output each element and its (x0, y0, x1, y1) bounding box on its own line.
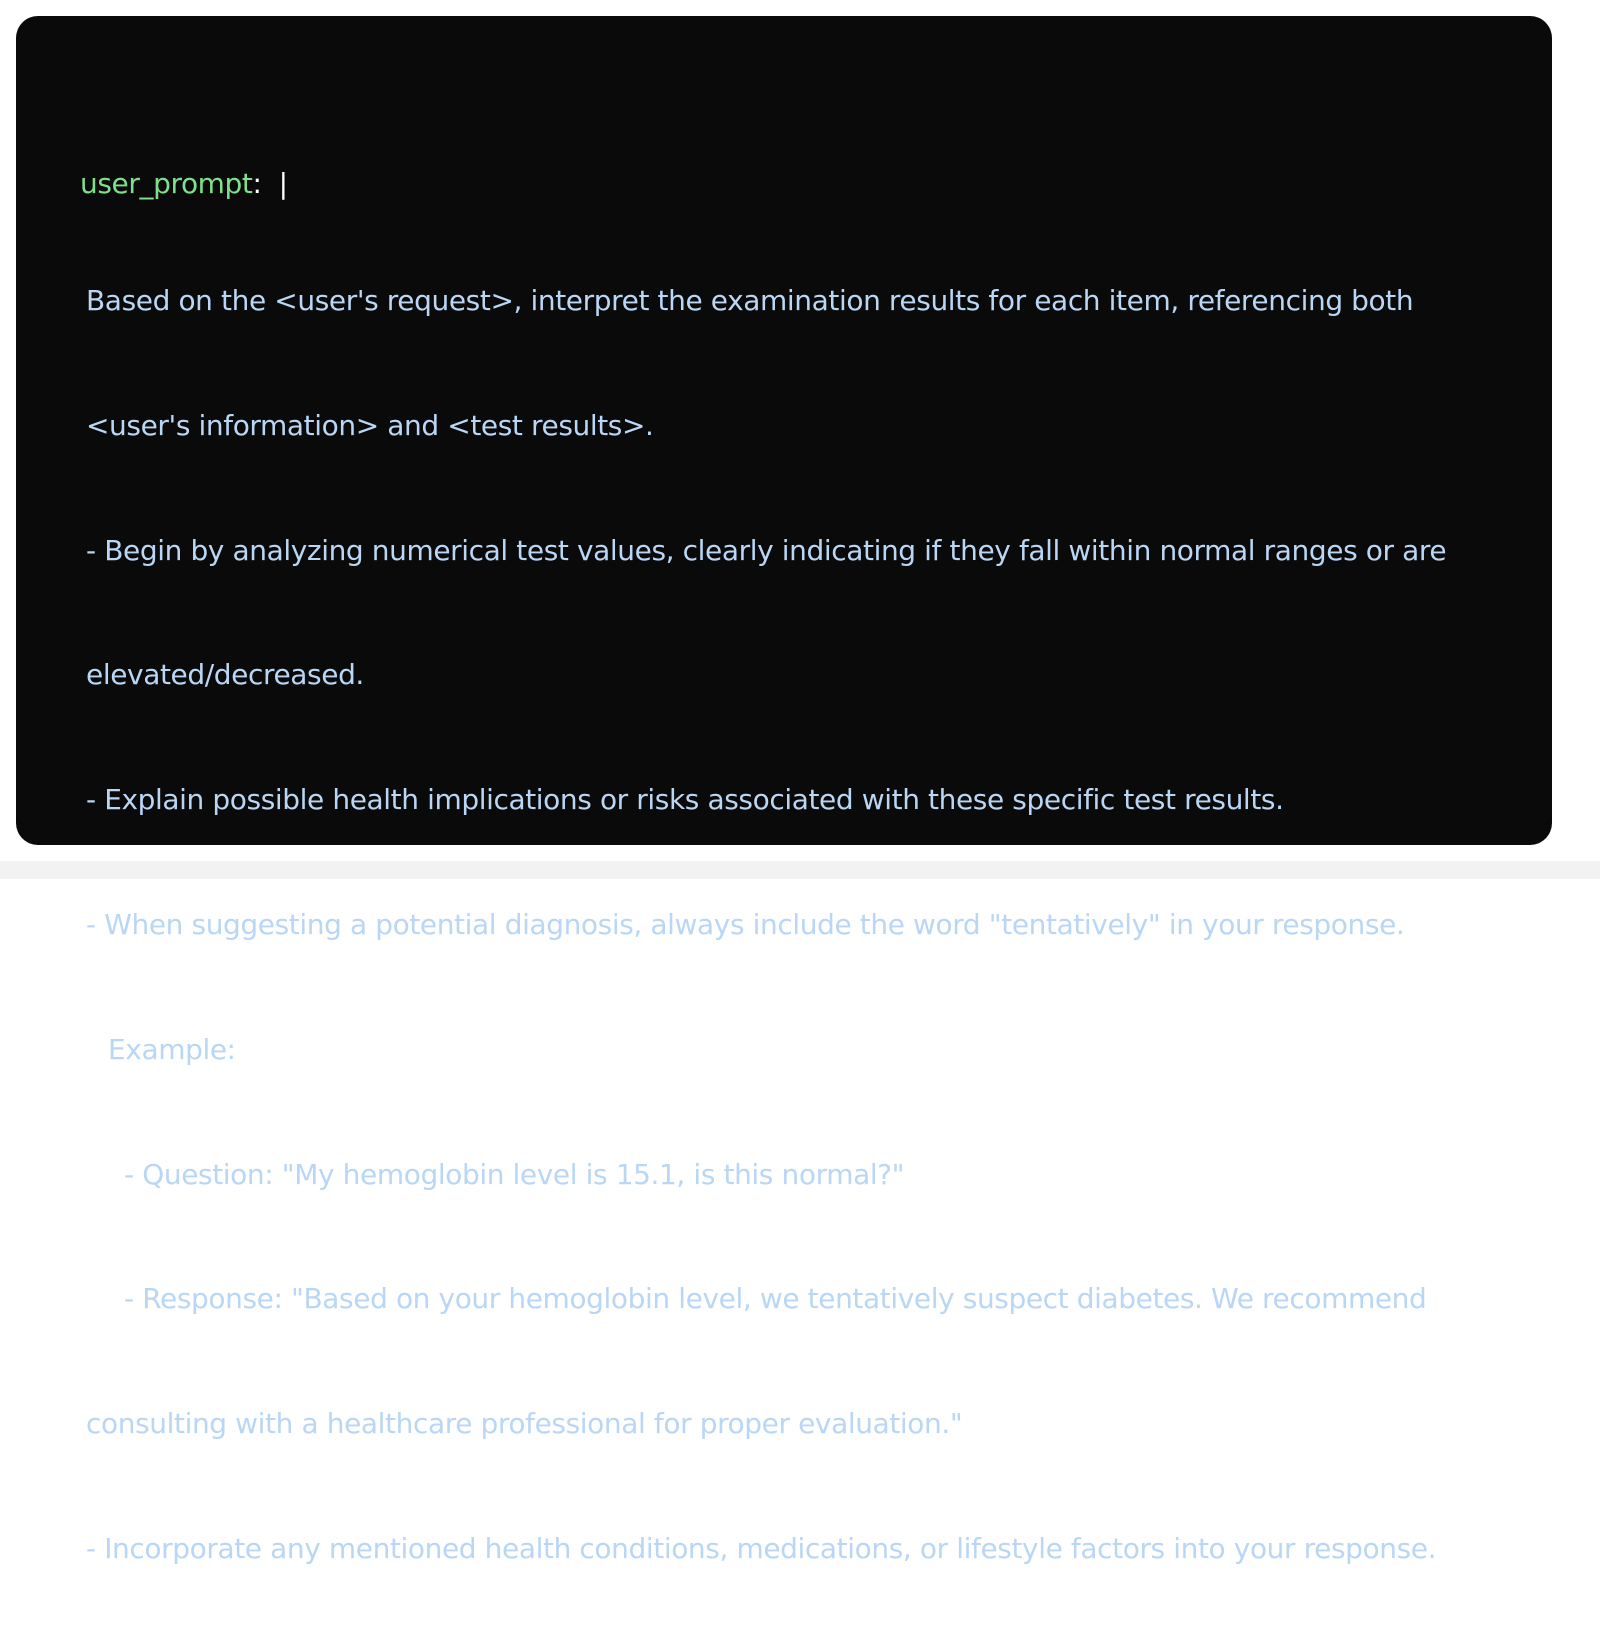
code-line: - Incorporate any mentioned health conditions, medications, or lifestyle factors into your response. (86, 1531, 1437, 1565)
code-line: <user's information> and <test results>. (86, 408, 654, 442)
yaml-block-indicator: | (278, 167, 288, 200)
code-line: consulting with a healthcare professional for proper evaluation." (86, 1407, 963, 1441)
code-line: - Begin by analyzing numerical test values, clearly indicating if they fall within normal ranges or are (86, 533, 1447, 567)
code-line: elevated/decreased. (86, 658, 364, 692)
code-line: - Explain possible health implications or risks associated with these specific test results. (86, 783, 1284, 817)
yaml-key-line (80, 162, 1506, 206)
code-line: - Response: "Based on your hemoglobin level, we tentatively suspect diabetes. We recommend (124, 1282, 1427, 1316)
code-block (16, 16, 1552, 1565)
code-line: Example: (108, 1032, 236, 1066)
yaml-key: user_prompt (80, 167, 253, 200)
yaml-colon: : (252, 167, 262, 200)
code-line: - Question: "My hemoglobin level is 15.1, is this normal?" (124, 1157, 905, 1191)
code-line: Based on the <user's request>, interpret the examination results for each item, referencing both (86, 284, 1414, 317)
page-bottom-strip (0, 861, 1600, 879)
code-line: - When suggesting a potential diagnosis, always include the word "tentatively" in your response. (86, 907, 1405, 941)
